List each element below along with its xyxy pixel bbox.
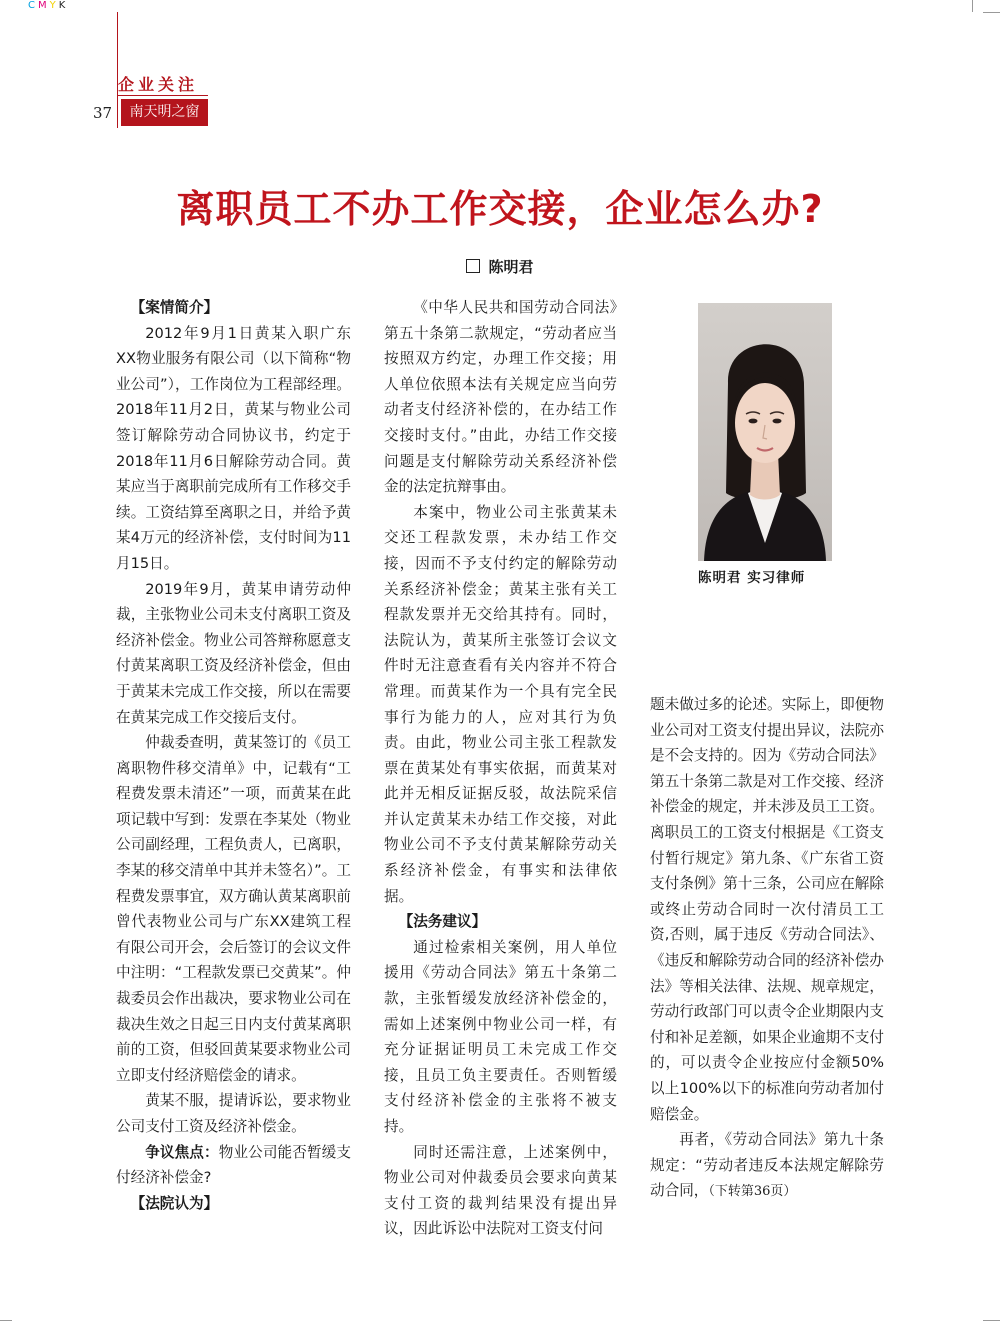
paragraph: 仲裁委查明，黄某签订的《员工离职物件移交清单》中，记载有“工程费发票未清还”一项，而黄某在此项记载中写到：发票在李某处（物业公司副经理，工程负责人，已离职，李某的移交清单中其并未签名）”。工程费发票事宜，双方确认黄某离职前曾代表物业公司与广东XX建筑工程有限公司开会，会后签订的会议文件中注明：“工程款发票已交黄某”。仲裁委员会作出裁决，要求物业公司在裁决生效之日起三日内支付黄某离职前的工资，但驳回黄某要求物业公司立即支付经济赔偿金的请求。 — [116, 734, 351, 1084]
header-vertical-rule — [117, 12, 118, 128]
column-badge: 南天明之窗 — [121, 99, 208, 126]
paragraph: 黄某不服，提请诉讼，要求物业公司支付工资及经济补偿金。 — [116, 1092, 351, 1135]
heading-court: 【法院认为】 — [130, 1194, 219, 1212]
paragraph: 2019年9月，黄某申请劳动仲裁，主张物业公司未支付离职工资及经济补偿金。物业公司答辩称愿意支付黄某离职工资及经济补偿金，但由于黄某未完成工作交接，所以在需要在黄某完成工作交接后支付。 — [116, 580, 351, 726]
cmyk-print-marks: CMYK — [28, 0, 69, 11]
page-number: 37 — [93, 104, 113, 122]
crop-mark-bottom-right — [983, 1320, 1000, 1321]
dispute-focus-text: 物业公司能否暂缓支付经济补偿金? — [116, 1143, 351, 1187]
paragraph: 同时还需注意，上述案例中，物业公司对仲裁委员会要求向黄某支付工资的裁判结果没有提出异议，因此诉讼中法院对工资支付问 — [384, 1143, 617, 1238]
crop-mark-top-right — [972, 0, 973, 12]
crop-mark-top-right-h — [983, 12, 1000, 13]
article-column-2 — [384, 295, 617, 1242]
dispute-focus-label: 争议焦点： — [145, 1143, 219, 1161]
paragraph — [650, 1127, 884, 1205]
paragraph: 本案中，物业公司主张黄某未交还工程款发票，未办结工作交接，因而不予支付约定的解除劳动关系经济补偿金；黄某主张有关工程款发票并无交给其持有。同时，法院认为，黄某所主张签订会议文件时无注意查看有关内容并不符合常理。而黄某作为一个具有完全民事行为能力的人，应对其行为负责。由此，物业公司主张工程款发票在黄某处有事实依据，而黄某对此并无相反证据反驳，故法院采信并认定黄某未办结工作交接，对此物业公司不予支付黄某解除劳动关系经济补偿金，有事实和法律依据。 — [384, 503, 617, 905]
article-column-3 — [650, 692, 884, 1205]
article-title: 离职员工不办工作交接，企业怎么办? — [176, 187, 824, 231]
heading-case: 【案情简介】 — [130, 299, 219, 316]
article-column-1 — [116, 295, 351, 1216]
crop-mark-bottom-left — [0, 1320, 12, 1321]
author-box-icon — [466, 259, 480, 273]
paragraph: 题未做过多的论述。实际上，即便物业公司对工资支付提出异议，法院亦是不会支持的。因为《劳动合同法》第五十条第二款是对工作交接、经济补偿金的规定，并未涉及员工工资。离职员工的工资支付根据是《工资支付暂行规定》第九条、《广东省工资支付条例》第十三条，公司应在解除或终止劳动合同时一次付清员工工资,否则，属于违反《劳动合同法》、《违反和解除劳动合同的经济补偿办法》等相关法律、法规、规章规定，劳动行政部门可以责令企业期限内支付和补足差额，如果企业逾期不支付的，可以责令企业按应付金额50%以上100%以下的标准向劳动者加付赔偿金。 — [650, 696, 884, 1123]
header-rule — [118, 95, 208, 96]
paragraph-text: 再者，《劳动合同法》第九十条规定：“劳动者违反本法规定解除劳动合同， — [650, 1131, 884, 1200]
continued-note: （下转第36页） — [708, 1184, 797, 1200]
paragraph: 通过检索相关案例，用人单位援用《劳动合同法》第五十条第二款，主张暂缓发放经济补偿金的，需如上述案例中物业公司一样，有充分证据证明员工未完成工作交接，且员工负主要责任。否则暂缓支付经济补偿金的主张将不被支持。 — [384, 938, 617, 1135]
dispute-focus — [116, 1140, 351, 1191]
photo-caption: 陈明君 实习律师 — [698, 570, 806, 586]
paragraph: 2012年9月1日黄某入职广东XX物业服务有限公司（以下简称“物业公司”），工作岗位为工程部经理。2018年11月2日，黄某与物业公司签订解除劳动合同协议书，约定于2018年11月6日解除劳动合同。黄某应当于离职前完成所有工作移交手续。工资结算至离职之日，并给予黄某4万元的经济补偿，支付时间为11月15日。 — [116, 324, 351, 572]
author-line — [0, 256, 1000, 277]
section-label: 企业关注 — [118, 75, 199, 94]
paragraph: 《中华人民共和国劳动合同法》第五十条第二款规定，“劳动者应当按照双方约定，办理工作交接；用人单位依照本法有关规定应当向劳动者支付经济补偿的，在办结工作交接时支付。”由此，办结工作交接问题是支付解除劳动关系经济补偿金的法定抗辩事由。 — [384, 299, 617, 496]
heading-advice: 【法务建议】 — [398, 913, 487, 931]
author-name: 陈明君 — [488, 258, 534, 276]
author-portrait — [698, 303, 832, 561]
